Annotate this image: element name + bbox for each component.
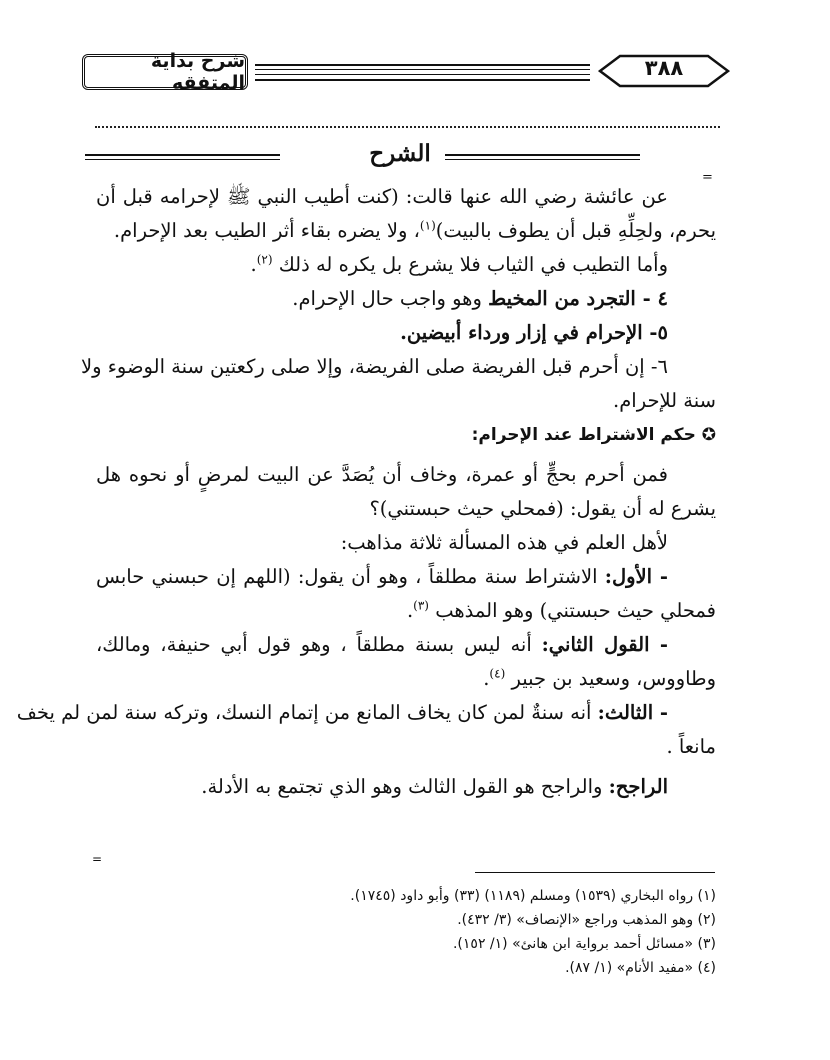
list-item: ٦- إن أحرم قبل الفريضة صلى الفريضة، وإلا صلى ركعتين سنة الوضوء ولا — [81, 355, 668, 378]
margin-mark: = — [702, 170, 713, 185]
footnote-ref: (٤) — [489, 666, 506, 681]
paragraph-line: لأهل العلم في هذه المسألة ثلاثة مذاهب: — [340, 531, 668, 554]
footnote-ref: (٢) — [256, 252, 273, 267]
footnote: (٢) وهو المذهب وراجع «الإنصاف» (٣/ ٤٣٢). — [457, 912, 716, 928]
footnote-separator — [475, 872, 715, 873]
list-item: ٥- الإحرام في إزار ورداء أبيضين. — [400, 321, 668, 344]
page-number-text: ٣٨٨ — [644, 56, 684, 80]
paragraph-line: فمن أحرم بحجٍّ أو عمرة، وخاف أن يُصَدَّ عن البيت لمرضٍ أو نحوه هل — [96, 463, 668, 486]
opinion-line: - القول الثاني: أنه ليس بسنة مطلقاً ، وهو قول أبي حنيفة، ومالك، — [96, 633, 668, 656]
footnote: (٤) «مفيد الأنام» (١/ ٨٧). — [565, 960, 716, 976]
paragraph-line: يشرع له أن يقول: (فمحلي حيث حبستني)؟ — [369, 497, 716, 520]
paragraph-line: سنة للإحرام. — [613, 389, 716, 412]
page-header — [80, 50, 730, 100]
opinion-line: - الثالث: أنه سنةٌ لمن كان يخاف المانع من إتمام النسك، وتركه سنة لمن لم يخف — [16, 701, 668, 724]
paragraph-line: وطاووس، وسعيد بن جبير $^{(٤)}$. — [483, 666, 716, 690]
footnote: (٣) «مسائل أحمد برواية ابن هانئ» (١/ ١٥٢). — [452, 936, 716, 952]
paragraph-line: يحرم، ولحِلِّهِ قبل أن يطوف بالبيت)$^{(١)}$، ولا يضره بقاء أثر الطيب بعد الإحرام. — [113, 218, 716, 242]
footnotes — [96, 884, 716, 980]
list-item: ٤ - التجرد من المخيط وهو واجب حال الإحرام. — [292, 287, 668, 310]
section-heading — [85, 140, 710, 170]
star-icon: ✪ — [701, 425, 716, 445]
header-rule — [255, 64, 590, 82]
margin-mark: = — [92, 852, 103, 866]
heading-rule-left — [85, 154, 280, 160]
footnote-ref: (٣) — [413, 598, 429, 613]
footnote: (١) رواه البخاري (١٥٣٩) ومسلم (١١٨٩) (٣٣) وأبو داود (١٧٤٥). — [350, 888, 716, 904]
paragraph-line: مانعاً . — [666, 735, 716, 758]
paragraph-line: وأما التطيب في الثياب فلا يشرع بل يكره له ذلك $^{(٢)}$. — [250, 252, 668, 276]
paragraph-line: عن عائشة رضي الله عنها قالت: (كنت أطيب النبي ﷺ لإحرامه قبل أن — [96, 185, 668, 208]
paragraph-line: فمحلي حيث حبستني) وهو المذهب $^{(٣)}$. — [406, 598, 716, 622]
dotted-divider — [95, 126, 720, 128]
footnote-ref: (١) — [419, 218, 436, 233]
subheading: ✪ حكم الاشتراط عند الإحرام: — [471, 425, 716, 445]
heading-rule-right — [445, 154, 640, 160]
preferred-line: الراجح: والراجح هو القول الثالث وهو الذي تجتمع به الأدلة. — [201, 775, 668, 798]
section-title: الشرح — [369, 140, 431, 167]
book-title: شرح بداية المتفقه — [82, 54, 248, 90]
commentary-text — [16, 180, 716, 804]
page-number — [598, 52, 730, 90]
opinion-line: - الأول: الاشتراط سنة مطلقاً ، وهو أن يقول: (اللهم إن حبسني حابس — [96, 565, 668, 588]
